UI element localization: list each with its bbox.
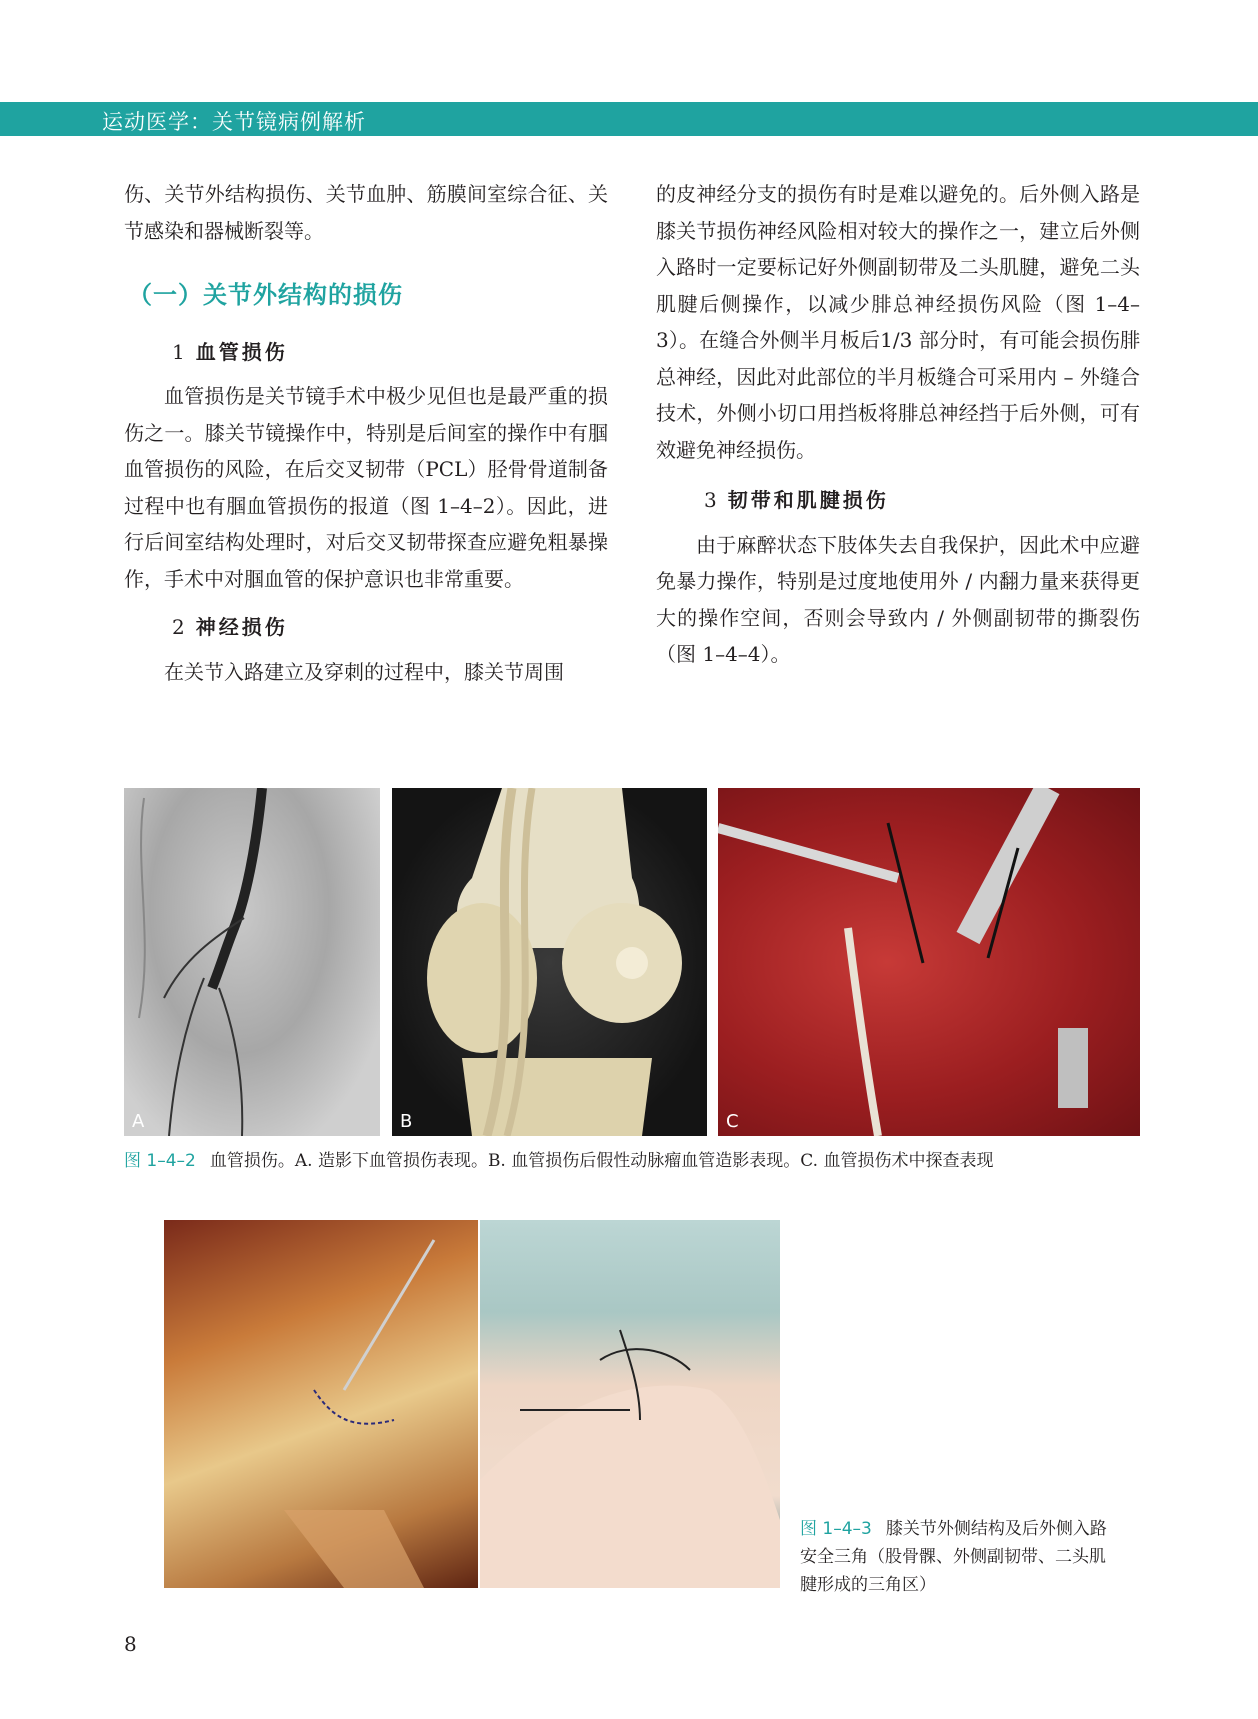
panel-label-c: C — [726, 1111, 739, 1132]
subsection-title: 韧带和肌腱损伤 — [727, 488, 889, 512]
running-header — [0, 102, 1258, 136]
page-number: 8 — [124, 1632, 137, 1656]
figure-caption-1-4-3 — [800, 1515, 1120, 1599]
figure-panel-a-angiography — [124, 788, 380, 1136]
subsection-title: 血管损伤 — [195, 339, 288, 364]
caption-number: 图 1–4–2 — [124, 1151, 196, 1171]
subsection-nerve-injury — [172, 609, 608, 646]
caption-number: 图 1–4–3 — [800, 1519, 872, 1539]
bone-reconstruction-illustration — [392, 788, 707, 1136]
header-title: 运动医学：关节镜病例解析 — [102, 110, 366, 134]
nerve-injury-continued-paragraph: 的皮神经分支的损伤有时是难以避免的。后外侧入路是膝关节损伤神经风险相对较大的操作之一，建立后外侧入路时一定要标记好外侧副韧带及二头肌腱，避免二头肌腱后侧操作，以减少腓总神经损伤风险（图 1–4–3）。在缝合外侧半月板后1/3 部分时，有可能会损伤腓总神经，因此对此部位的半月板缝合可采用内 – 外缝合技术，外侧小切口用挡板将腓总神经挡于后外侧，可有效避免神经损伤。 — [656, 182, 1140, 462]
intro-paragraph: 伤、关节外结构损伤、关节血肿、筋膜间室综合征、关节感染和器械断裂等。 — [124, 182, 608, 243]
left-column — [124, 176, 608, 690]
ligament-injury-paragraph: 由于麻醉状态下肢体失去自我保护，因此术中应避免暴力操作，特别是过度地使用外 / 内翻力量来获得更大的操作空间，否则会导致内 / 外侧副韧带的撕裂伤（图 1–4–4）。 — [656, 532, 1140, 666]
figure-panel-marked-knee — [480, 1220, 780, 1588]
panel-label-a: A — [132, 1111, 145, 1132]
caption-text: 膝关节外侧结构及后外侧入路安全三角（股骨髁、外侧副韧带、二头肌腱形成的三角区） — [800, 1519, 1107, 1595]
caption-text: 血管损伤。A. 造影下血管损伤表现。B. 血管损伤后假性动脉瘤血管造影表现。C. 血管损伤术中探查表现 — [209, 1151, 994, 1171]
figure-panel-c-surgical-exploration — [718, 788, 1140, 1136]
subsection-title: 神经损伤 — [195, 615, 288, 639]
subsection-vascular-injury — [172, 334, 608, 371]
right-column — [656, 176, 1140, 673]
figure-panel-b-3d-reconstruction — [392, 788, 707, 1136]
subsection-number: 3 — [704, 488, 720, 512]
dissection-illustration — [164, 1220, 478, 1588]
nerve-injury-paragraph: 在关节入路建立及穿刺的过程中，膝关节周围 — [164, 659, 564, 684]
panel-label-b: B — [400, 1111, 413, 1132]
knee-marking-illustration — [480, 1220, 780, 1588]
section-title: （一）关节外结构的损伤 — [128, 281, 403, 309]
surgical-field-illustration — [718, 788, 1140, 1136]
figure-panel-cadaver-dissection — [164, 1220, 478, 1588]
subsection-number: 2 — [172, 615, 188, 639]
angiography-illustration — [124, 788, 380, 1136]
vascular-injury-paragraph: 血管损伤是关节镜手术中极少见但也是最严重的损伤之一。膝关节镜操作中，特别是后间室的操作中有腘血管损伤的风险，在后交叉韧带（PCL）胫骨骨道制备过程中也有腘血管损伤的报道（图 1–4–2）。因此，进行后间室结构处理时，对后交叉韧带探查应避免粗暴操作，手术中对腘血管的保护意识也非常重要。 — [124, 384, 608, 591]
figure-caption-1-4-2 — [124, 1147, 1144, 1175]
subsection-ligament-injury — [704, 482, 1140, 519]
subsection-number: 1 — [172, 339, 188, 364]
